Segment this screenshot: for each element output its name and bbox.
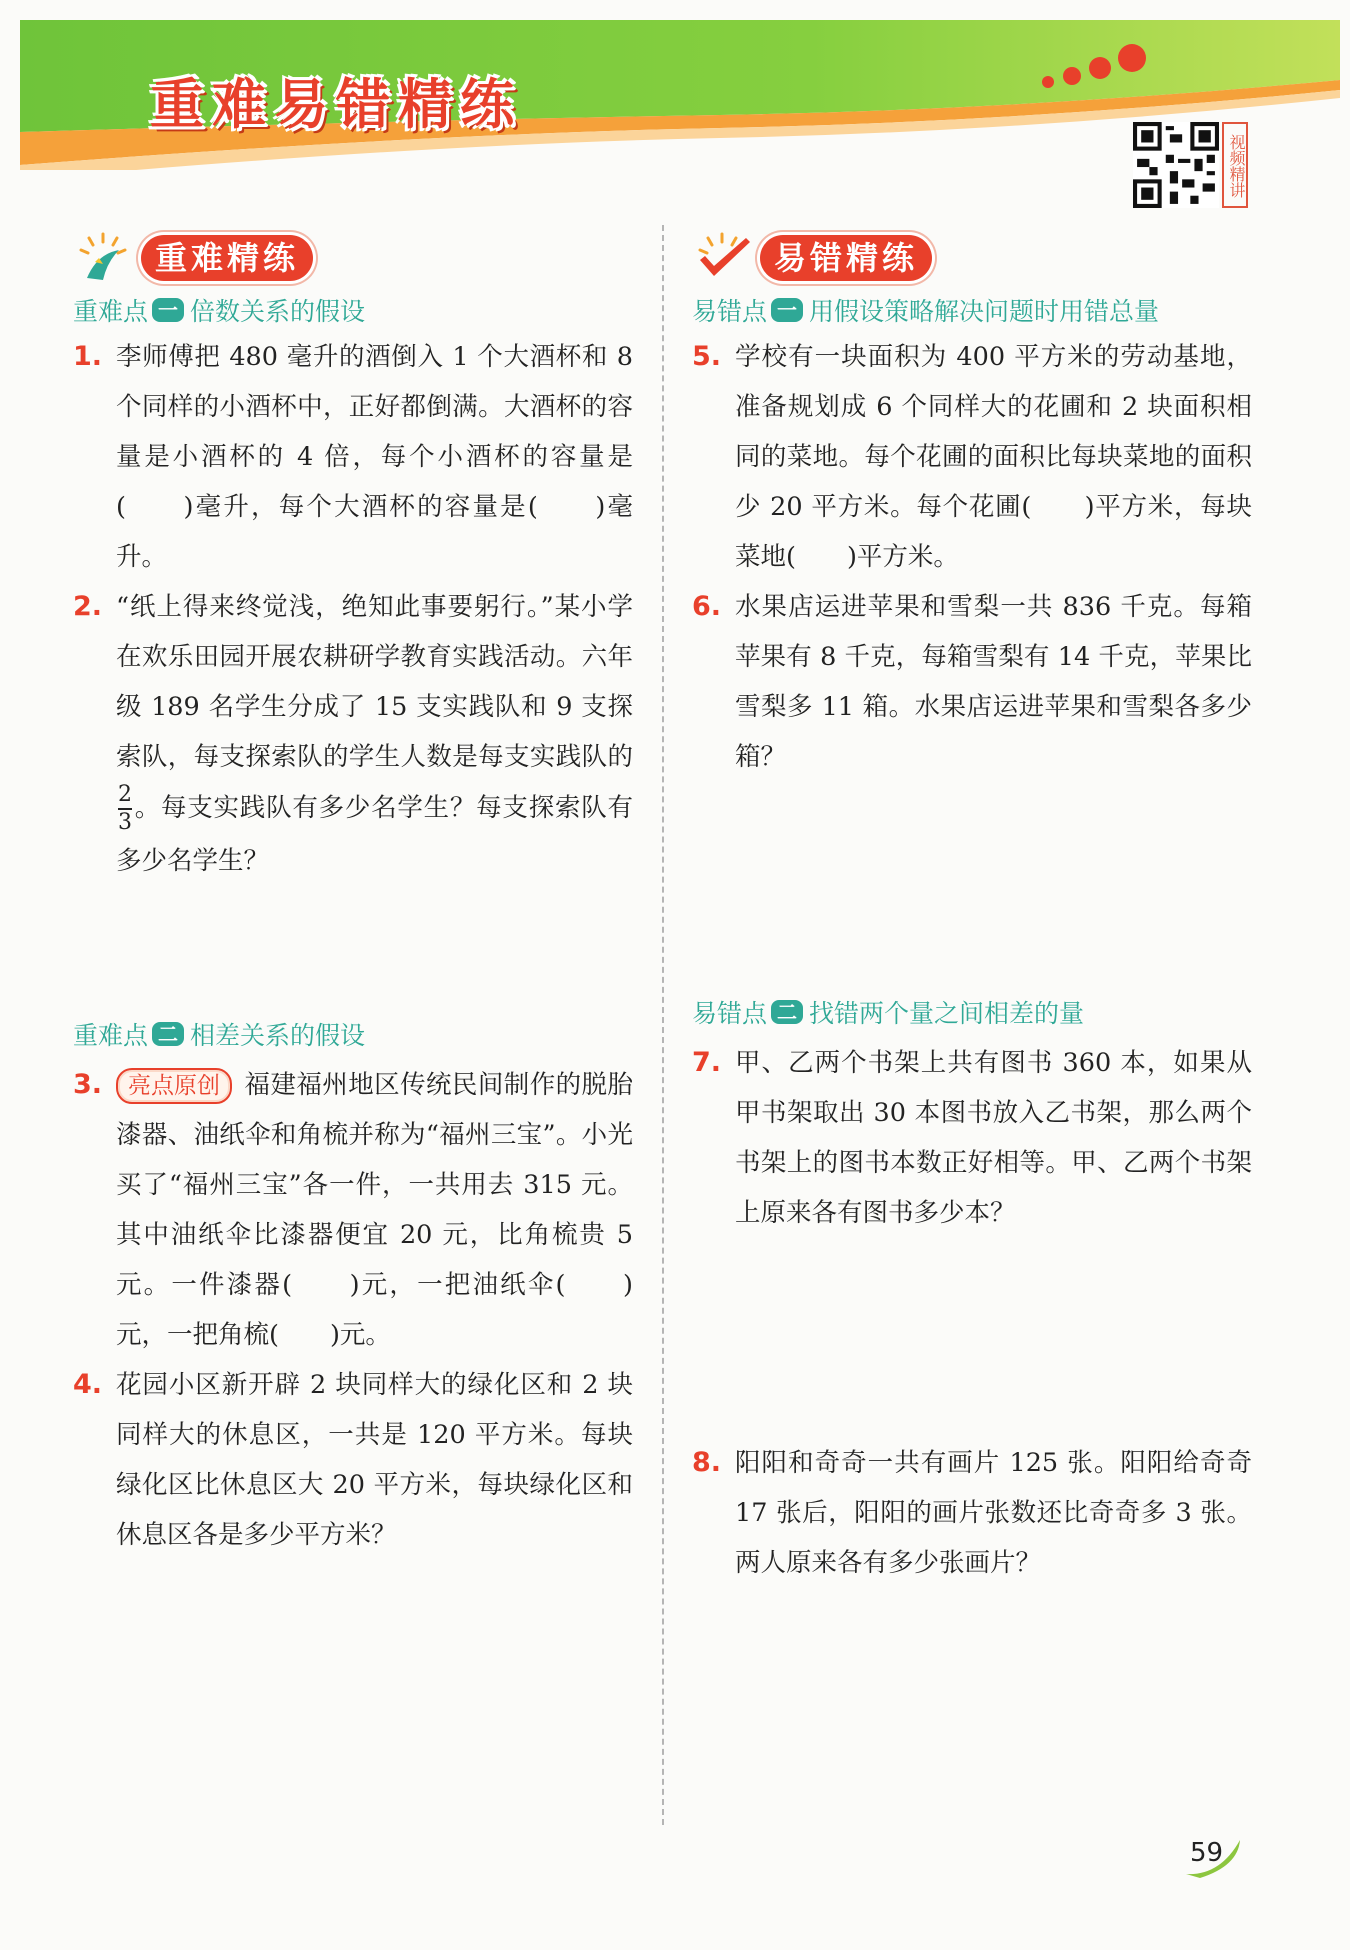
checkmark-icon (692, 228, 756, 288)
question-number: 1. (73, 341, 103, 372)
page-number: 59 (1190, 1838, 1224, 1868)
question-text: 学校有一块面积为 400 平方米的劳动基地，准备规划成 6 个同样大的花圃和 2 块面积相同的菜地。每个花圃的面积比每块菜地的面积少 20 平方米。每个花圃( )平方米，每块菜地( )平方米。 (735, 342, 1252, 572)
error-point-number: 二 (771, 1000, 803, 1024)
question-number: 3. (73, 1069, 103, 1100)
key-point-prefix: 重难点 (73, 1021, 149, 1050)
question-text: 李师傅把 480 毫升的酒倒入 1 个大酒杯和 8 个同样的小酒杯中，正好都倒满。大酒杯的容量是小酒杯的 4 倍，每个小酒杯的容量是( )毫升，每个大酒杯的容量是( )毫升。 (116, 342, 633, 572)
error-point-1 (692, 292, 1252, 328)
error-point-text: 用假设策略解决问题时用错总量 (809, 297, 1160, 326)
question-text: 甲、乙两个书架上共有图书 360 本，如果从甲书架取出 30 本图书放入乙书架，那么两个书架上的图书本数正好相等。甲、乙两个书架上原来各有图书多少本？ (735, 1048, 1252, 1228)
key-point-text: 倍数关系的假设 (190, 297, 366, 326)
key-point-prefix: 重难点 (73, 297, 149, 326)
qr-video-label: 视频精讲 (1222, 122, 1248, 208)
key-point-number: 二 (152, 1022, 184, 1046)
question-2 (73, 582, 633, 886)
question-3 (73, 1060, 633, 1360)
key-point-text: 相差关系的假设 (190, 1021, 366, 1050)
question-number: 7. (692, 1047, 722, 1078)
right-column (692, 228, 1252, 1588)
question-number: 8. (692, 1447, 722, 1478)
question-text: 福建福州地区传统民间制作的脱胎漆器、油纸伞和角梳并称为“福州三宝”。小光买了“福州三宝”各一件，一共用去 315 元。其中油纸伞比漆器便宜 20 元，比角梳贵 5 元。一件漆器( )元，一把油纸伞( )元，一把角梳( )元。 (116, 1070, 633, 1350)
key-point-2 (73, 1016, 633, 1052)
section-header-left (73, 228, 633, 288)
sparkle-star-icon (73, 228, 137, 288)
section-title-key-practice: 重难精练 (141, 235, 313, 281)
question-4 (73, 1360, 633, 1560)
key-point-1 (73, 292, 633, 328)
error-point-text: 找错两个量之间相差的量 (809, 999, 1085, 1028)
question-text: 花园小区新开辟 2 块同样大的绿化区和 2 块同样大的休息区，一共是 120 平方米。每块绿化区比休息区大 20 平方米，每块绿化区和休息区各是多少平方米？ (116, 1370, 633, 1550)
question-8 (692, 1438, 1252, 1588)
key-point-number: 一 (152, 298, 184, 322)
error-point-number: 一 (771, 298, 803, 322)
fraction-denominator: 3 (118, 810, 132, 835)
left-column (73, 228, 633, 1560)
fraction (118, 782, 132, 836)
section-title-error-practice: 易错精练 (760, 235, 932, 281)
question-7 (692, 1038, 1252, 1238)
column-divider (662, 225, 664, 1825)
question-number: 2. (73, 591, 103, 622)
section-header-right (692, 228, 1252, 288)
question-1 (73, 332, 633, 582)
error-point-prefix: 易错点 (692, 297, 768, 326)
error-point-2 (692, 994, 1252, 1030)
question-text-part1: “纸上得来终觉浅，绝知此事要躬行。”某小学在欢乐田园开展农耕研学教育实践活动。六年级 189 名学生分成了 15 支实践队和 9 支探索队，每支探索队的学生人数是每支实践队的 (116, 592, 633, 772)
question-number: 5. (692, 341, 722, 372)
qr-code-icon[interactable] (1133, 122, 1219, 208)
question-number: 4. (73, 1369, 103, 1400)
fraction-numerator: 2 (118, 782, 132, 807)
error-point-prefix: 易错点 (692, 999, 768, 1028)
question-text: 水果店运进苹果和雪梨一共 836 千克。每箱苹果有 8 千克，每箱雪梨有 14 千克，苹果比雪梨多 11 箱。水果店运进苹果和雪梨各多少箱？ (735, 592, 1252, 772)
question-text: 阳阳和奇奇一共有画片 125 张。阳阳给奇奇 17 张后，阳阳的画片张数还比奇奇多 3 张。两人原来各有多少张画片？ (735, 1448, 1252, 1578)
question-6 (692, 582, 1252, 782)
page-title: 重难易错精练 (150, 73, 522, 136)
original-highlight-tag: 亮点原创 (116, 1068, 232, 1104)
question-number: 6. (692, 591, 722, 622)
question-5 (692, 332, 1252, 582)
question-text-part2: 。每支实践队有多少名学生？每支探索队有多少名学生？ (116, 793, 633, 876)
